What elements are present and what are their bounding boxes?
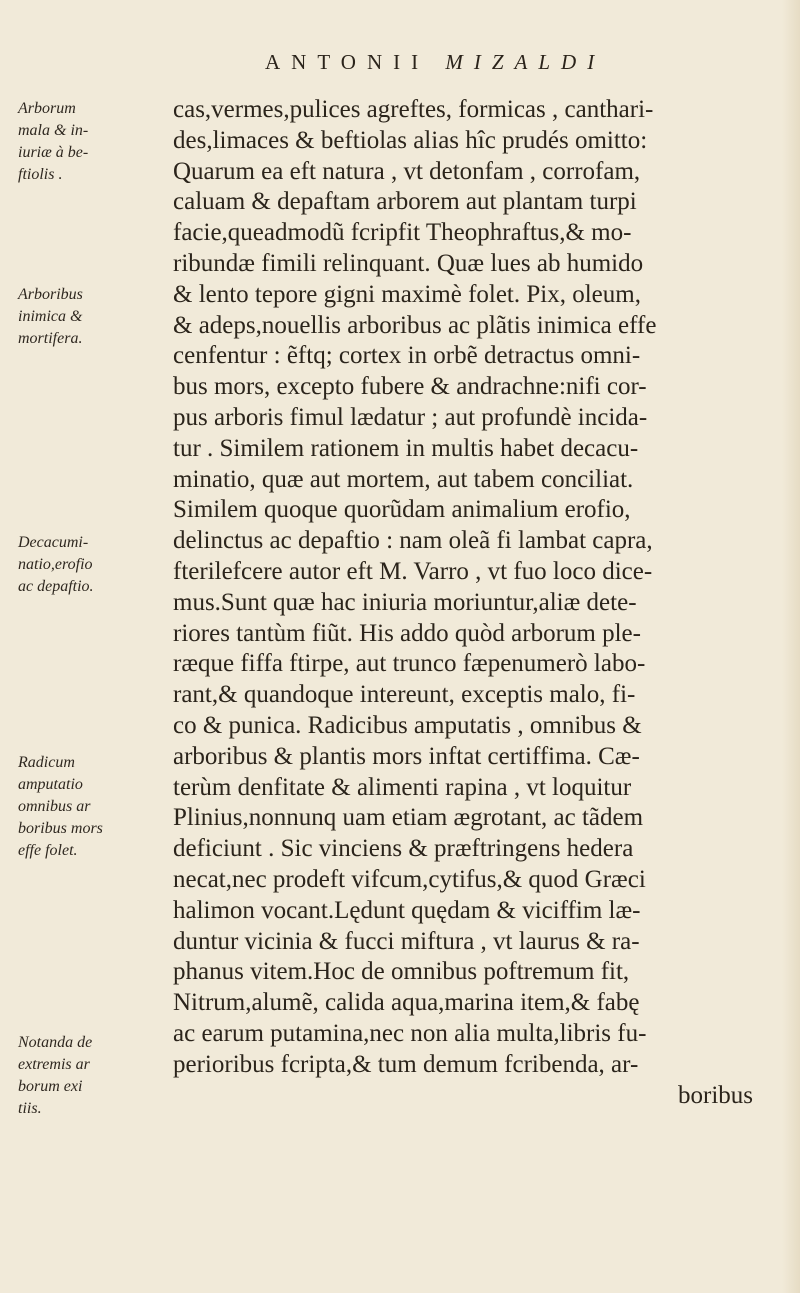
text-line: co & punica. Radicibus amputatis , omnibus & — [173, 711, 642, 739]
text-line: halimon vocant.Lędunt quędam & viciffim læ- — [173, 896, 641, 924]
page-edge — [782, 0, 800, 1293]
running-head-author-last: MIZALDI — [445, 50, 606, 74]
text-line: & adeps,nouellis arboribus ac plãtis inimica effe — [173, 311, 657, 339]
text-line: fterilefcere autor eft M. Varro , vt fuo loco dice- — [173, 557, 653, 585]
running-head — [265, 50, 685, 75]
text-line: riores tantùm fiũt. His addo quòd arborum ple- — [173, 619, 641, 647]
text-line: des,limaces & beftiolas alias hîc prudés omitto: — [173, 126, 648, 154]
text-line: arboribus & plantis mors inftat certiffima. Cæ- — [173, 742, 640, 770]
text-line: mus.Sunt quæ hac iniuria moriuntur,aliæ dete- — [173, 588, 637, 616]
margin-note-line: ac depaftio. — [18, 578, 94, 595]
margin-note-line: Notanda de — [18, 1034, 93, 1051]
margin-note-line: natio,erofio — [18, 556, 93, 573]
text-line: Quarum ea eft natura , vt detonfam , corrofam, — [173, 157, 641, 185]
text-line: duntur vicinia & fucci miftura , vt laurus & ra- — [173, 927, 640, 955]
catchword: boribus — [678, 1081, 753, 1109]
margin-note-line: borum exi — [18, 1078, 83, 1095]
margin-note-arborum-mala — [18, 98, 158, 186]
text-line: ræque fiffa ftirpe, aut trunco fæpenumerò labo- — [173, 650, 646, 678]
margin-note-line: Arborum — [18, 100, 76, 117]
margin-note-line: iuriæ à be- — [18, 144, 89, 161]
margin-note-line: boribus mors — [18, 820, 103, 837]
margin-note-line: tiis. — [18, 1100, 42, 1117]
margin-note-line: amputatio — [18, 776, 83, 793]
running-head-author-first: ANTONII — [265, 50, 430, 74]
margin-note-line: Radicum — [18, 754, 75, 771]
text-line: deficiunt . Sic vinciens & præftringens hedera — [173, 835, 634, 863]
text-line: Plinius,nonnunq uam etiam ægrotant, ac tãdem — [173, 804, 644, 832]
text-line: perioribus fcripta,& tum demum fcribenda, ar- — [173, 1050, 639, 1078]
margin-note-line: inimica & — [18, 308, 83, 325]
text-line: pus arboris fimul lædatur ; aut profundè incida- — [173, 403, 648, 431]
text-line: necat,nec prodeft vifcum,cytifus,& quod Græci — [173, 865, 646, 893]
text-line: minatio, quæ aut mortem, aut tabem conciliat. — [173, 465, 634, 493]
text-line: Similem quoque quorũdam animalium erofio, — [173, 496, 631, 524]
margin-note-arboribus-inimica — [18, 284, 158, 350]
margin-note-decacuminatio — [18, 532, 158, 598]
text-line: Nitrum,alumẽ, calida aqua,marina item,& fabę — [173, 989, 640, 1017]
margin-note-line: ftiolis . — [18, 166, 63, 183]
margin-note-line: mortifera. — [18, 330, 83, 347]
margin-note-line: Arboribus — [18, 286, 83, 303]
margin-note-line: omnibus ar — [18, 798, 91, 815]
margin-note-line: mala & in- — [18, 122, 89, 139]
margin-note-radicum-amputatio — [18, 752, 158, 862]
text-line: bus mors, excepto fubere & andrachne:nifi cor- — [173, 373, 647, 401]
margin-note-line: Decacumi- — [18, 534, 89, 551]
margin-note-line: effe folet. — [18, 842, 78, 859]
text-line: & lento tepore gigni maximè folet. Pix, oleum, — [173, 280, 641, 308]
margin-note-notanda — [18, 1032, 158, 1120]
text-line: facie,queadmodũ fcripfit Theophraftus,& mo- — [173, 219, 632, 247]
text-line: ribundæ fimili relinquant. Quæ lues ab humido — [173, 249, 644, 277]
text-line: cas,vermes,pulices agreftes, formicas , canthari- — [173, 96, 654, 123]
margin-note-line: extremis ar — [18, 1056, 90, 1073]
text-line: tur . Similem rationem in multis habet decacu- — [173, 434, 639, 462]
text-line: rant,& quandoque intereunt, exceptis malo, fi- — [173, 681, 636, 709]
text-line: cenfentur : ẽftq; cortex in orbẽ detractus omni- — [173, 342, 641, 370]
text-line: caluam & depaftam arborem aut plantam turpi — [173, 188, 637, 216]
text-line: delinctus ac depaftio : nam oleã fi lambat capra, — [173, 527, 653, 555]
text-line: ac earum putamina,nec non alia multa,libris fu- — [173, 1019, 647, 1047]
main-text-block — [173, 95, 773, 1111]
text-line: terùm denfitate & alimenti rapina , vt loquitur — [173, 773, 632, 801]
text-line: phanus vitem.Hoc de omnibus poftremum fit, — [173, 958, 630, 986]
